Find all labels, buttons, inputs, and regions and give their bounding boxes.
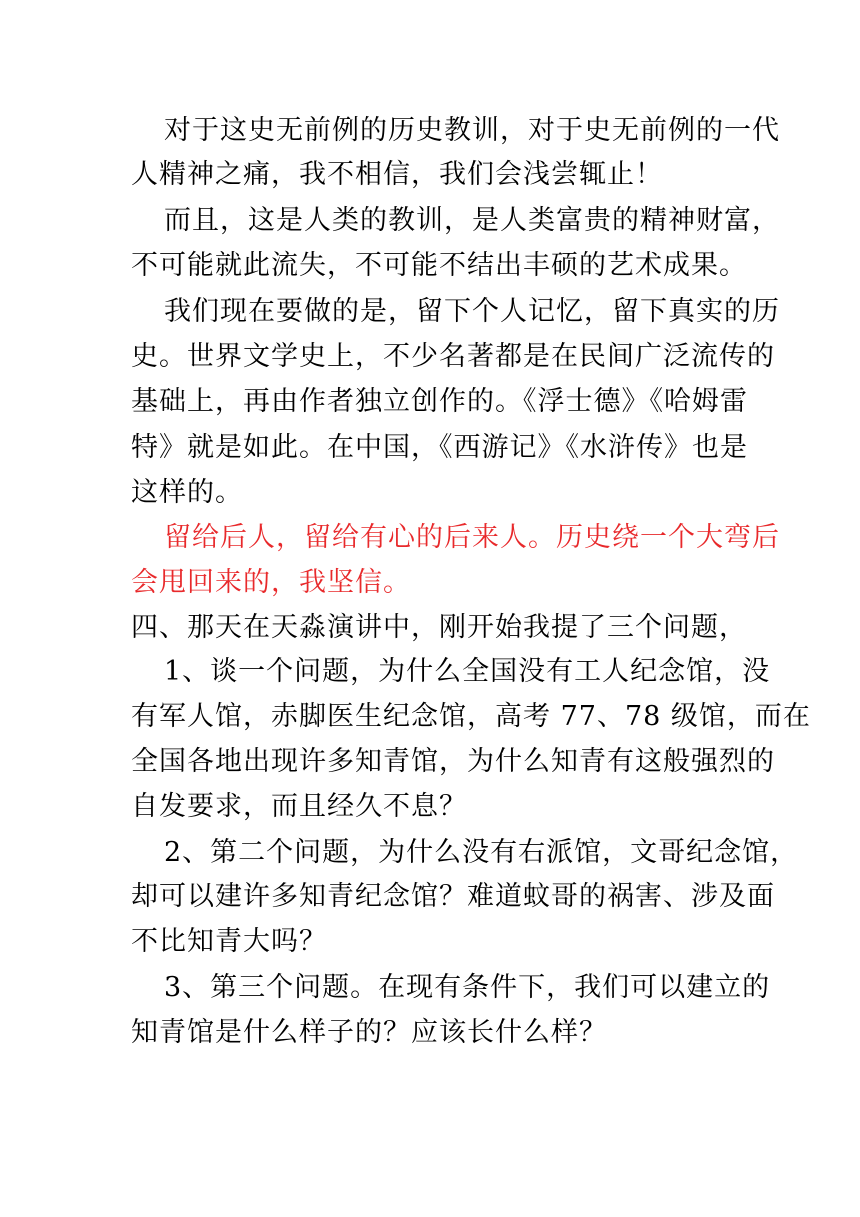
text-line: 3、第三个问题。在现有条件下，我们可以建立的: [164, 972, 771, 1003]
text-line: 知青馆是什么样子的？应该长什么样？: [131, 1017, 607, 1048]
text-line: 人精神之痛，我不相信，我们会浅尝辄止！: [131, 159, 663, 190]
highlighted-text-line: 留给后人，留给有心的后来人。历史绕一个大弯后: [164, 522, 780, 553]
text-line: 不比知青大吗？: [131, 926, 327, 957]
highlighted-text-line: 会甩回来的，我坚信。: [131, 567, 411, 598]
section-heading-line: 四、那天在天淼演讲中，刚开始我提了三个问题，: [131, 612, 747, 643]
text-line: 1、谈一个问题，为什么全国没有工人纪念馆，没: [164, 656, 771, 687]
text-line: 基础上，再由作者独立创作的。《浮士德》《哈姆雷: [131, 386, 748, 417]
text-line: 有军人馆，赤脚医生纪念馆，高考 77、78 级馆，而在: [131, 701, 811, 732]
text-line: 史。世界文学史上，不少名著都是在民间广泛流传的: [131, 341, 775, 372]
text-line: 特》就是如此。在中国，《西游记》《水浒传》也是: [131, 432, 748, 463]
text-line: 对于这史无前例的历史教训，对于史无前例的一代: [164, 115, 780, 146]
text-line: 而且，这是人类的教训，是人类富贵的精神财富，: [164, 205, 780, 236]
text-line: 这样的。: [131, 477, 243, 508]
text-line: 全国各地出现许多知青馆，为什么知青有这般强烈的: [131, 746, 775, 777]
text-line: 2、第二个问题，为什么没有右派馆，文哥纪念馆，: [164, 837, 799, 868]
text-line: 我们现在要做的是，留下个人记忆，留下真实的历: [164, 296, 780, 327]
text-line: 却可以建许多知青纪念馆？难道蚊哥的祸害、涉及面: [131, 881, 775, 912]
text-line: 自发要求，而且经久不息？: [131, 791, 467, 822]
text-line: 不可能就此流失，不可能不结出丰硕的艺术成果。: [131, 250, 747, 281]
